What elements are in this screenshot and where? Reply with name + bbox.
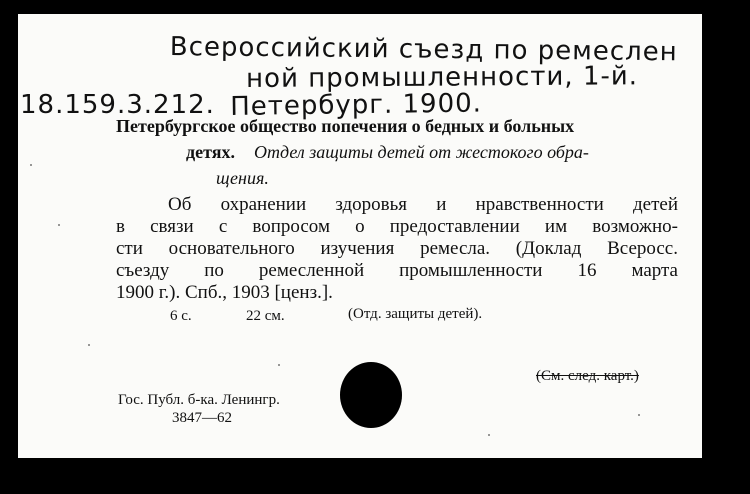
handwritten-call-number: 18.159.3.212. [20,90,215,120]
see-next-card: (См. след. карт.) [536,368,639,384]
handwritten-heading-line-1: Всероссийский съезд по ремеслен [169,32,678,68]
author-heading-continuation: детях. [186,142,235,162]
speck [488,434,490,436]
title-line-1: Об охранении здоровья и нравственности детей [168,194,678,215]
pages: 6 с. [170,308,192,324]
series-note: (Отд. защиты детей). [348,306,483,322]
punch-hole [340,362,402,428]
title-line-4: съезду по ремесленной промышленности 16 марта [116,260,678,281]
department-line-1: Отдел защиты детей от жестокого обра- [254,142,589,162]
speck [30,164,32,166]
card-number: 3847—62 [172,410,232,426]
title-line-5: 1900 г.). Спб., 1903 [ценз.]. [116,282,333,303]
title-line-3: сти основательного изучения ремесла. (Доклад Всеросс. [116,238,678,259]
handwritten-heading-line-3: Петербург. 1900. [230,88,483,122]
speck [278,364,280,366]
speck [88,344,90,346]
size: 22 см. [246,308,285,324]
library-name: Гос. Публ. б-ка. Ленингр. [118,392,280,408]
catalog-card [18,14,702,458]
speck [638,414,640,416]
handwritten-heading-line-2: ной промышленности, 1-й. [246,61,639,94]
speck [58,224,60,226]
department-line-2: щения. [216,168,269,188]
author-heading: Петербургское общество попечения о бедных и больных [116,116,575,136]
title-line-2: в связи с вопросом о предоставлении им возможно- [116,216,678,237]
